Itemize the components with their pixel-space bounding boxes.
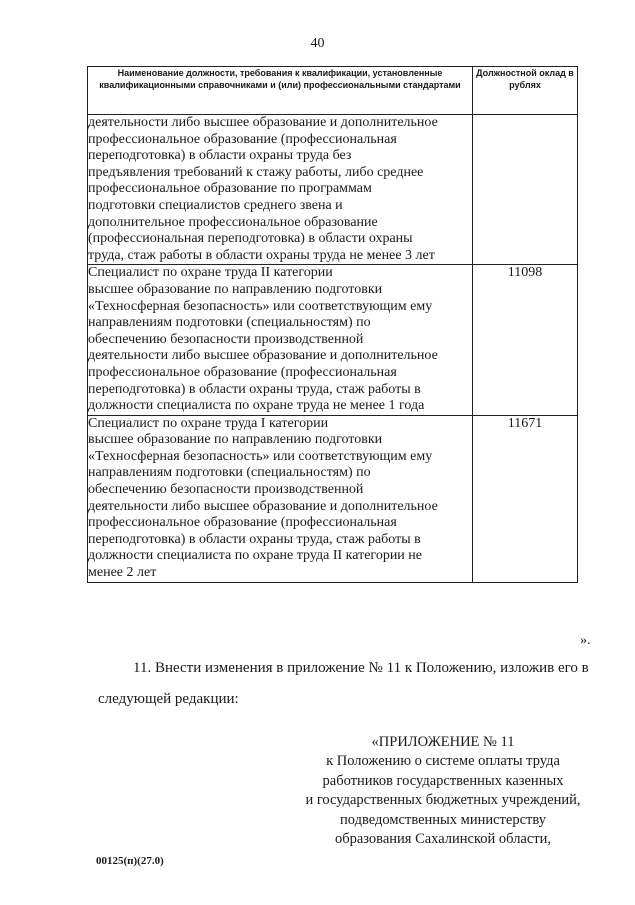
position-requirements-cell: Специалист по охране труда I категории высшее образование по направлению подготовки «Техносферная безопасность» или соответствующим ему направлениям подготовки (специальностям) по обеспечению безопасности производственной деятельности либо высшее образование и дополнительное профессиональное образование (профессиональная переподготовка) в области охраны труда, стаж работы в должности специалиста по охране труда II категории не менее 2 лет — [88, 415, 473, 582]
closing-quote: ». — [580, 633, 591, 648]
amendment-paragraph-continuation: следующей редакции: — [98, 691, 239, 707]
salary-cell — [473, 115, 578, 265]
table-header-row — [88, 67, 578, 115]
appendix-line: работников государственных казенных — [322, 772, 564, 789]
appendix-heading — [293, 733, 593, 849]
column-header-salary: Должностной оклад в рублях — [473, 67, 578, 115]
salary-table — [87, 66, 578, 583]
appendix-line: образования Сахалинской области, — [334, 831, 552, 848]
position-requirements-cell: Специалист по охране труда II категории высшее образование по направлению подготовки «Техносферная безопасность» или соответствующим ему направлениям подготовки (специальностям) по обеспечению безопасности производственной деятельности либо высшее образование и дополнительное профессиональное образование (профессиональная переподготовка) в области охраны труда, стаж работы в должности специалиста по охране труда не менее 1 года — [88, 265, 473, 415]
document-code: 00125(п)(27.0) — [96, 855, 164, 867]
table-row — [88, 265, 578, 415]
table-row — [88, 415, 578, 582]
appendix-line: «ПРИЛОЖЕНИЕ № 11 — [371, 734, 515, 750]
page-number: 40 — [310, 36, 325, 51]
amendment-paragraph: 11. Внести изменения в приложение № 11 к Положению, изложив его в — [133, 660, 589, 676]
appendix-line: подведомственных министерству — [340, 811, 546, 828]
appendix-line: к Положению о системе оплаты труда — [326, 753, 560, 770]
salary-cell: 11098 — [473, 265, 578, 415]
salary-cell: 11671 — [473, 415, 578, 582]
column-header-position: Наименование должности, требования к квалификации, установленные квалификационными справочниками и (или) профессиональными стандартами — [88, 67, 473, 115]
table-row — [88, 115, 578, 265]
appendix-line: и государственных бюджетных учреждений, — [305, 792, 581, 809]
position-requirements-cell: деятельности либо высшее образование и дополнительное профессиональное образование (профессиональная переподготовка) в области охраны труда без предъявления требований к стажу работы, либо среднее профессиональное образование по программам подготовки специалистов среднего звена и дополнительное профессиональное образование (профессиональная переподготовка) в области охраны труда, стаж работы в области охраны труда не менее 3 лет — [88, 115, 473, 265]
